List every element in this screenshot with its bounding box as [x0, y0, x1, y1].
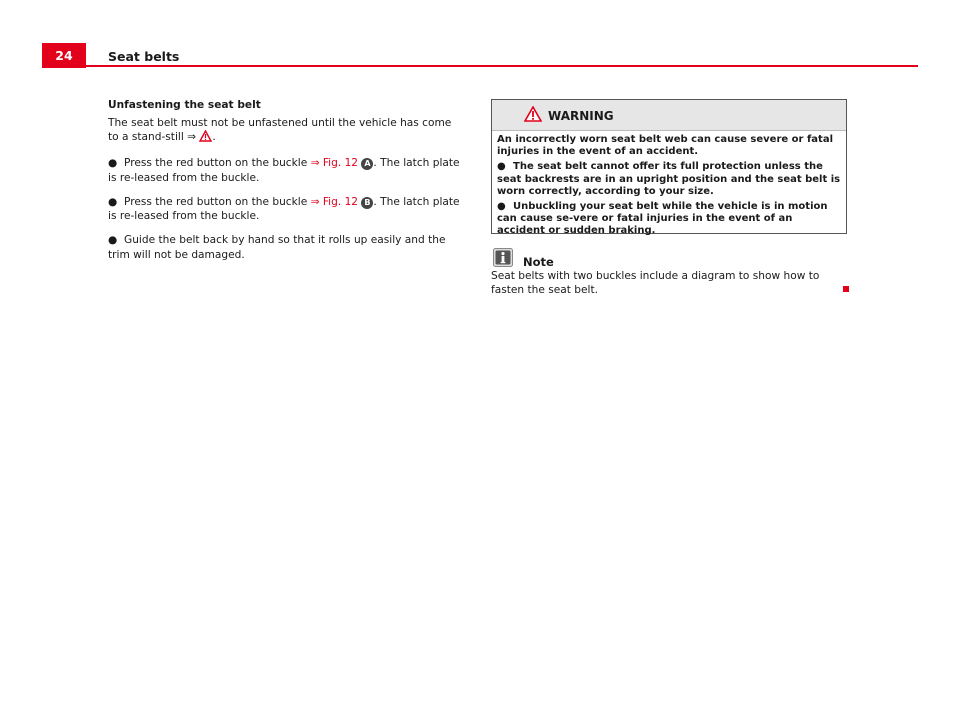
section-subheading: Unfastening the seat belt	[108, 99, 261, 111]
step-text-end: . The latch plate is re-leased from the buckle.	[108, 157, 460, 184]
list-item	[108, 156, 465, 185]
note-section	[491, 248, 841, 298]
bullet: ●	[108, 233, 118, 246]
section-end-marker	[843, 286, 849, 292]
bullet: ●	[108, 157, 118, 170]
warning-bullet-text: Unbuckling your seat belt while the vehicle is in motion can cause se-vere or fatal injuries in the event of an accident or sudden braking.	[497, 201, 828, 237]
intro-end: .	[212, 131, 216, 144]
warning-triangle-icon	[524, 106, 542, 122]
warning-bullet	[497, 201, 841, 238]
warning-header	[492, 100, 846, 131]
figure-link[interactable]: ⇒ Fig. 12	[310, 157, 359, 170]
bullet: ●	[497, 201, 506, 213]
figure-link[interactable]: ⇒ Fig. 12	[310, 195, 359, 208]
marker-a: A	[361, 158, 373, 170]
intro-paragraph	[108, 116, 465, 147]
note-header	[491, 248, 841, 270]
warning-bullet	[497, 161, 841, 198]
header-rule	[86, 65, 918, 67]
warning-triangle-icon[interactable]	[199, 130, 212, 147]
marker-b: B	[361, 197, 373, 209]
bullet: ●	[497, 161, 506, 173]
list-item	[108, 233, 465, 262]
bullet: ●	[108, 195, 118, 208]
step-text: Guide the belt back by hand so that it rolls up easily and the trim will not be damaged.	[108, 233, 446, 261]
left-column	[108, 98, 465, 271]
step-text: Press the red button on the buckle	[124, 157, 311, 170]
note-text: Seat belts with two buckles include a diagram to show how to fasten the seat belt.	[491, 270, 820, 296]
intro-text: The seat belt must not be unfastened until the vehicle has come to a stand-still ⇒	[108, 116, 452, 144]
warning-bullet-text: The seat belt cannot offer its full protection unless the seat backrests are in an upright position and the seat belt is worn correctly, according to your size.	[497, 161, 841, 197]
step-text: Press the red button on the buckle	[124, 195, 311, 208]
page-title: Seat belts	[108, 49, 180, 64]
list-item	[108, 195, 465, 224]
warning-intro: An incorrectly worn seat belt web can cause severe or fatal injuries in the event of an accident.	[497, 134, 833, 158]
note-info-icon	[493, 248, 513, 267]
warning-box	[491, 99, 847, 237]
warning-body	[492, 131, 846, 238]
step-text-end: . The latch plate is re-leased from the buckle.	[108, 195, 460, 223]
note-title: Note	[523, 255, 554, 269]
page-number: 24	[42, 43, 86, 68]
warning-title: WARNING	[548, 109, 614, 123]
